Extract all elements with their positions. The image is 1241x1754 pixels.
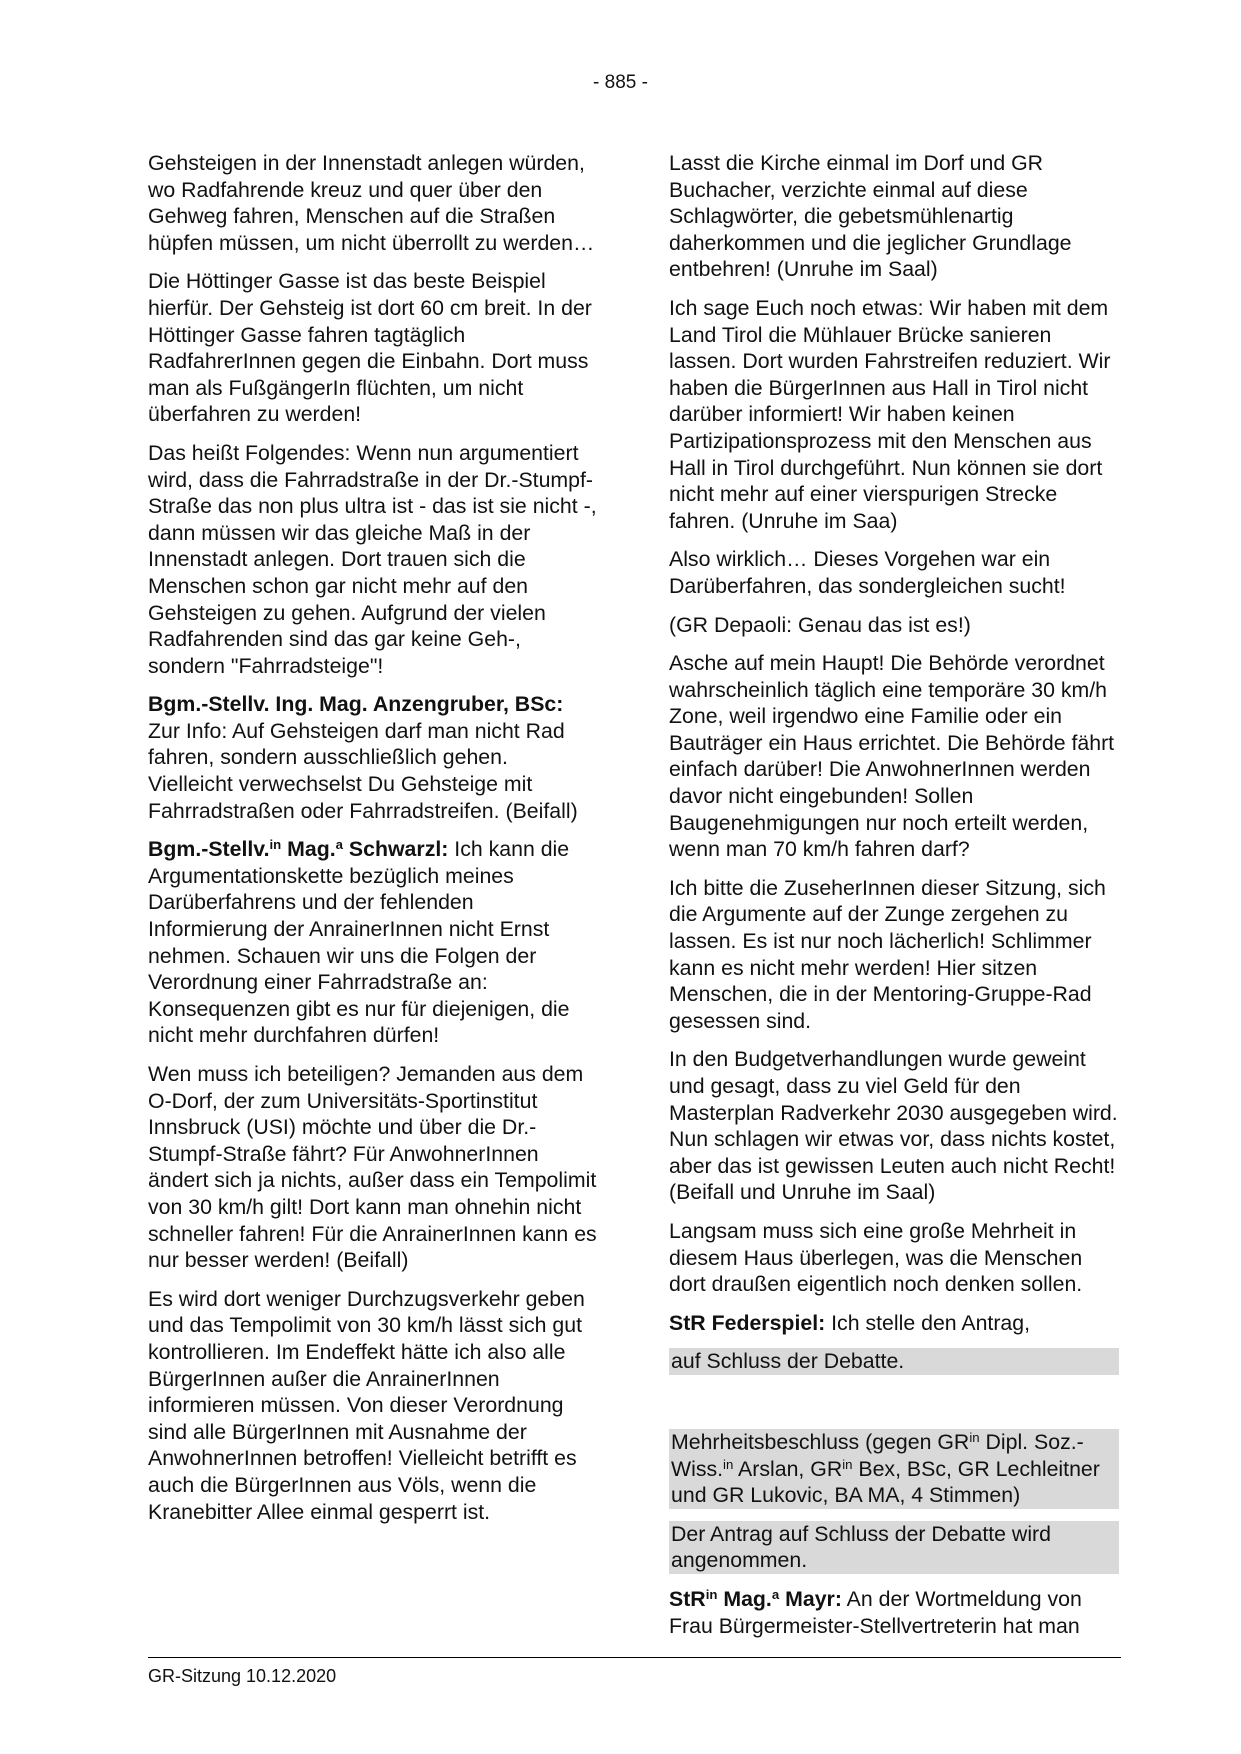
footer-text: GR-Sitzung 10.12.2020	[148, 1666, 337, 1686]
motion-text: auf Schluss der Debatte.	[669, 1348, 1119, 1375]
speaker-name: Bgm.-Stellv.$^{in}$ Mag.$^a$ Schwarzl:	[148, 837, 449, 862]
paragraph: Es wird dort weniger Durchzugsverkehr geben und das Tempolimit von 30 km/h lässt sich gut kontrollieren. Im Endeffekt hätte ich also alle BürgerInnen außer die AnrainerInnen informieren müssen. Von dieser Verordnung sind alle BürgerInnen mit Ausnahme der AnwohnerInnen betroffen! Vielleicht betrifft es auch die BürgerInnen aus Völs, wenn die Kranebitter Allee einmal gesperrt ist.	[148, 1286, 585, 1524]
paragraph: Gehsteigen in der Innenstadt anlegen würden, wo Radfahrende kreuz und quer über den Gehweg fahren, Menschen auf die Straßen hüpfen müssen, um nicht überrollt zu werden…	[148, 151, 595, 255]
speech-paragraph	[148, 836, 598, 1049]
paragraph: Ich bitte die ZuseherInnen dieser Sitzung, sich die Argumente auf der Zunge zergehen zu lassen. Es ist nur noch lächerlich! Schlimmer kann es nicht mehr werden! Hier sitzen Menschen, die in der Mentoring-Gruppe-Rad gesessen sind.	[669, 875, 1106, 1033]
speech-paragraph	[148, 691, 598, 824]
speech-text: Ich stelle den Antrag,	[825, 1310, 1031, 1335]
speech-text: Ich kann die Argumentationskette bezüglich meines Darüberfahrens und der fehlenden Informierung der AnrainerInnen nicht Ernst nehmen. Schauen wir uns die Folgen der Verordnung einer Fahrradstraße an: Konsequenzen gibt es nur für diejenigen, die nicht mehr durchfahren dürfen!	[148, 837, 570, 1048]
resolution-text: Mehrheitsbeschluss (gegen $GR^{in}$ Dipl. Soz.-Wiss.$^{in}$ Arslan, $GR^{in}$ Bex, BSc, GR Lechleitner und GR Lukovic, BA MA, 4 Stimmen)	[669, 1429, 1119, 1509]
footer-divider	[148, 1657, 1121, 1658]
speaker-name: StR Federspiel:	[669, 1310, 826, 1335]
page-number: - 885 -	[593, 72, 648, 93]
right-column	[669, 150, 1119, 1651]
paragraph: Wen muss ich beteiligen? Jemanden aus dem O-Dorf, der zum Universitäts-Sportinstitut Innsbruck (USI) möchte und über die Dr.-Stumpf-Straße fährt? Für AnwohnerInnen ändert sich ja nichts, außer dass ein Tempolimit von 30 km/h gilt! Dort kann man ohnehin nicht schneller fahren! Für die AnrainerInnen kann es nur besser werden! (Beifall)	[148, 1062, 597, 1273]
paragraph: Ich sage Euch noch etwas: Wir haben mit dem Land Tirol die Mühlauer Brücke sanieren lassen. Dort wurden Fahrstreifen reduziert. Wir haben die BürgerInnen aus Hall in Tirol nicht darüber informiert! Wir haben keinen Partizipationsprozess mit den Menschen aus Hall in Tirol durchgeführt. Nun können sie dort nicht mehr auf einer vierspurigen Strecke fahren. (Unruhe im Saa)	[669, 295, 1111, 533]
speech-paragraph	[669, 1586, 1119, 1639]
paragraph: Asche auf mein Haupt! Die Behörde verordnet wahrscheinlich täglich eine temporäre 30 km/h Zone, weil irgendwo eine Familie oder ein Bauträger ein Haus errichtet. Die Behörde fährt einfach darüber! Die AnwohnerInnen werden davor nicht eingebunden! Sollen Baugenehmigungen nur noch erteilt werden, wenn man 70 km/h fahren darf?	[669, 651, 1115, 862]
speech-paragraph	[669, 1310, 1119, 1337]
paragraph: Also wirklich… Dieses Vorgehen war ein Darüberfahren, das sondergleichen sucht!	[669, 547, 1066, 598]
paragraph: In den Budgetverhandlungen wurde geweint und gesagt, dass zu viel Geld für den Masterplan Radverkehr 2030 ausgegeben wird. Nun schlagen wir etwas vor, dass nichts kostet, aber das ist gewissen Leuten auch nicht Recht! (Beifall und Unruhe im Saal)	[669, 1047, 1118, 1205]
speech-text: Zur Info: Auf Gehsteigen darf man nicht Rad fahren, sondern ausschließlich gehen. Vielleicht verwechselst Du Gehsteige mit Fahrradstraßen oder Fahrradstreifen. (Beifall)	[148, 718, 578, 823]
spacer	[669, 1387, 1119, 1429]
paragraph: Die Höttinger Gasse ist das beste Beispiel hierfür. Der Gehsteig ist dort 60 cm breit. In der Höttinger Gasse fahren tagtäglich RadfahrerInnen gegen die Einbahn. Dort muss man als FußgängerIn flüchten, um nicht überfahren zu werden!	[148, 269, 592, 427]
speaker-name: Bgm.-Stellv. Ing. Mag. Anzengruber, BSc:	[148, 692, 564, 717]
paragraph: Lasst die Kirche einmal im Dorf und GR Buchacher, verzichte einmal auf diese Schlagwörter, die gebetsmühlenartig daherkommen und die jeglicher Grundlage entbehren! (Unruhe im Saal)	[669, 151, 1072, 282]
speech-text: An der Wortmeldung von Frau Bürgermeister-Stellvertreterin hat man	[669, 1586, 1082, 1638]
paragraph: Das heißt Folgendes: Wenn nun argumentiert wird, dass die Fahrradstraße in der Dr.-Stumpf-Straße das non plus ultra ist - das ist sie nicht -, dann müssen wir das gleiche Maß in der Innenstadt anlegen. Dort trauen sich die Menschen schon gar nicht mehr auf den Gehsteigen zu gehen. Aufgrund der vielen Radfahrenden sind das gar keine Geh-, sondern "Fahrradsteige"!	[148, 440, 597, 678]
left-column	[148, 150, 598, 1537]
speaker-name: StR$^{in}$ Mag.$^a$ Mayr:	[669, 1586, 842, 1611]
interjection: (GR Depaoli: Genau das ist es!)	[669, 612, 971, 637]
resolution-result: Der Antrag auf Schluss der Debatte wird angenommen.	[669, 1521, 1119, 1574]
paragraph: Langsam muss sich eine große Mehrheit in diesem Haus überlegen, was die Menschen dort draußen eigentlich noch denken sollen.	[669, 1218, 1083, 1297]
